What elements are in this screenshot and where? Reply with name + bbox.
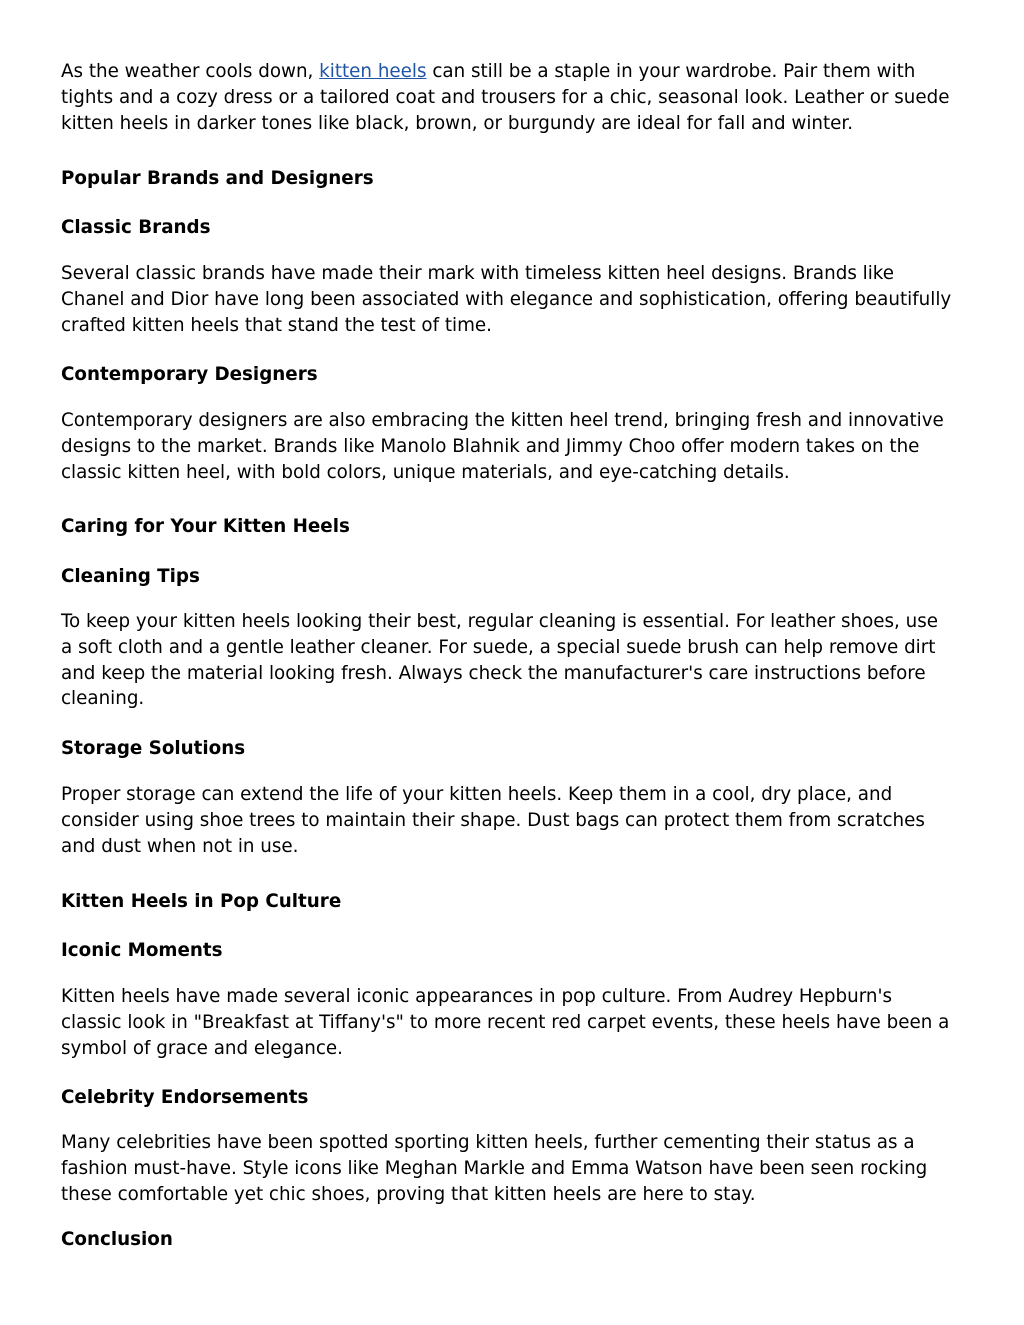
- intro-text-after-link: can still be a staple in your wardrobe. Pair them with: [426, 61, 916, 82]
- subheading-classic-brands: Classic Brands: [61, 217, 211, 238]
- storage-line: Proper storage can extend the life of your kitten heels. Keep them in a cool, dry place, and: [61, 784, 893, 805]
- subheading-cleaning-tips: Cleaning Tips: [61, 566, 200, 587]
- section-heading-pop-culture: Kitten Heels in Pop Culture: [61, 891, 342, 912]
- celebrity-line: Many celebrities have been spotted sporting kitten heels, further cementing their status as a: [61, 1132, 915, 1153]
- contemporary-line: Contemporary designers are also embracing the kitten heel trend, bringing fresh and innovative: [61, 410, 944, 431]
- celebrity-line: these comfortable yet chic shoes, proving that kitten heels are here to stay.: [61, 1183, 756, 1205]
- contemporary-line: classic kitten heel, with bold colors, unique materials, and eye-catching details.: [61, 461, 790, 483]
- cleaning-line: To keep your kitten heels looking their best, regular cleaning is essential. For leather shoes, use: [61, 611, 939, 632]
- section-heading-conclusion: Conclusion: [61, 1229, 173, 1250]
- subheading-iconic-moments: Iconic Moments: [61, 940, 223, 961]
- cleaning-tips-paragraph: [61, 609, 971, 712]
- classic-brands-paragraph: [61, 261, 971, 338]
- contemporary-designers-paragraph: [61, 408, 971, 485]
- iconic-moments-paragraph: [61, 984, 971, 1061]
- kitten-heels-link[interactable]: kitten heels: [319, 61, 427, 82]
- section-heading-popular-brands: Popular Brands and Designers: [61, 168, 374, 189]
- storage-line: and dust when not in use.: [61, 835, 299, 857]
- classic-brands-line: crafted kitten heels that stand the test of time.: [61, 314, 492, 336]
- contemporary-line: designs to the market. Brands like Manolo Blahnik and Jimmy Choo offer modern takes on the: [61, 435, 920, 457]
- intro-line-2: tights and a cozy dress or a tailored coat and trousers for a chic, seasonal look. Leather or suede: [61, 86, 950, 108]
- classic-brands-line: Several classic brands have made their mark with timeless kitten heel designs. Brands like: [61, 263, 894, 284]
- iconic-line: Kitten heels have made several iconic appearances in pop culture. From Audrey Hepburn's: [61, 986, 893, 1007]
- classic-brands-line: Chanel and Dior have long been associated with elegance and sophistication, offering beautifully: [61, 288, 952, 310]
- subheading-contemporary-designers: Contemporary Designers: [61, 364, 318, 385]
- celebrity-line: fashion must-have. Style icons like Meghan Markle and Emma Watson have been seen rocking: [61, 1157, 928, 1179]
- cleaning-line: and keep the material looking fresh. Always check the manufacturer's care instructions before: [61, 662, 926, 684]
- intro-line-3: kitten heels in darker tones like black, brown, or burgundy are ideal for fall and winter.: [61, 112, 854, 134]
- subheading-storage-solutions: Storage Solutions: [61, 738, 246, 759]
- intro-paragraph: [61, 59, 971, 136]
- subheading-celebrity-endorsements: Celebrity Endorsements: [61, 1087, 309, 1108]
- storage-line: consider using shoe trees to maintain their shape. Dust bags can protect them from scratches: [61, 809, 925, 831]
- intro-text-before-link: As the weather cools down,: [61, 61, 320, 82]
- cleaning-line: cleaning.: [61, 688, 145, 710]
- iconic-line: classic look in "Breakfast at Tiffany's" to more recent red carpet events, these heels have been a: [61, 1011, 950, 1033]
- intro-line-1: [61, 59, 971, 85]
- celebrity-endorsements-paragraph: [61, 1130, 971, 1207]
- storage-solutions-paragraph: [61, 782, 971, 859]
- iconic-line: symbol of grace and elegance.: [61, 1037, 343, 1059]
- section-heading-caring: Caring for Your Kitten Heels: [61, 516, 350, 537]
- cleaning-line: a soft cloth and a gentle leather cleaner. For suede, a special suede brush can help remove dirt: [61, 636, 936, 658]
